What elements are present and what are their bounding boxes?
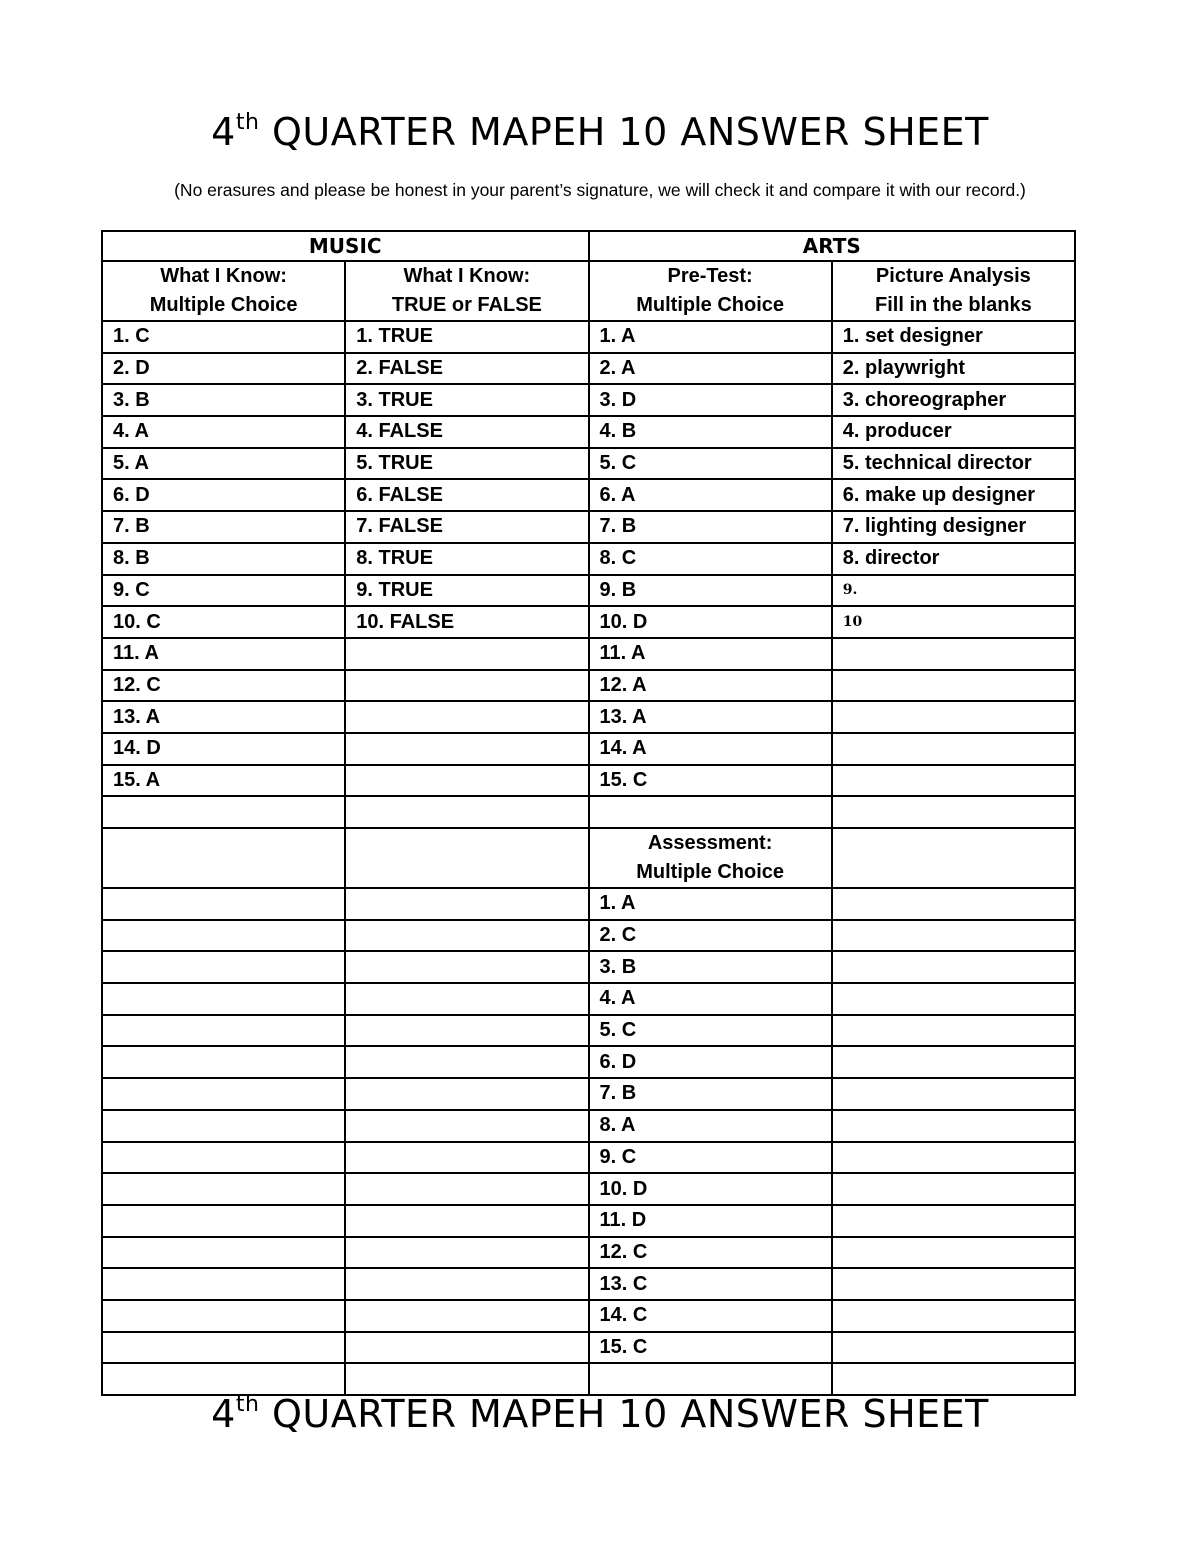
music-mc-answer: 14. D — [102, 733, 345, 765]
empty-cell — [832, 1173, 1075, 1205]
table-row — [102, 670, 1075, 702]
arts-picture-answer — [832, 765, 1075, 797]
arts-pretest-answer: 7. B — [589, 511, 832, 543]
music-tf-answer — [345, 796, 588, 828]
music-tf-answer: 7. FALSE — [345, 511, 588, 543]
section-arts: ARTS — [589, 231, 1076, 261]
empty-cell — [345, 1078, 588, 1110]
empty-cell — [345, 1110, 588, 1142]
empty-cell — [102, 1300, 345, 1332]
arts-picture-answer — [832, 638, 1075, 670]
empty-cell — [102, 951, 345, 983]
music-mc-answer: 7. B — [102, 511, 345, 543]
empty-cell — [832, 951, 1075, 983]
table-row — [102, 606, 1075, 638]
empty-cell — [832, 920, 1075, 952]
arts-pretest-answer: 11. A — [589, 638, 832, 670]
arts-pretest-answer: 15. C — [589, 765, 832, 797]
table-row — [102, 1300, 1075, 1332]
header-what-i-know-tf: What I Know: TRUE or FALSE — [345, 261, 588, 321]
empty-cell — [345, 1268, 588, 1300]
table-row — [102, 888, 1075, 920]
empty-cell — [832, 1237, 1075, 1269]
section-header-row — [102, 231, 1075, 261]
table-row — [102, 353, 1075, 385]
empty-cell — [102, 888, 345, 920]
table-row — [102, 733, 1075, 765]
page-title: 4th QUARTER MAPEH 10 ANSWER SHEET — [211, 110, 989, 154]
table-row — [102, 543, 1075, 575]
empty-cell — [832, 1205, 1075, 1237]
arts-picture-answer: 1. set designer — [832, 321, 1075, 353]
empty-cell — [832, 1046, 1075, 1078]
header-picture-analysis: Picture Analysis Fill in the blanks — [832, 261, 1075, 321]
empty-cell — [102, 1142, 345, 1174]
table-row — [102, 796, 1075, 828]
music-mc-answer: 12. C — [102, 670, 345, 702]
table-row — [102, 638, 1075, 670]
arts-pretest-answer: 5. C — [589, 448, 832, 480]
assessment-answer: 1. A — [589, 888, 832, 920]
answer-table — [101, 230, 1076, 1396]
assessment-answer: 15. C — [589, 1332, 832, 1364]
empty-cell — [102, 1110, 345, 1142]
arts-picture-answer: 6. make up designer — [832, 479, 1075, 511]
music-tf-answer: 9. TRUE — [345, 575, 588, 607]
assessment-answer: 12. C — [589, 1237, 832, 1269]
music-tf-answer: 10. FALSE — [345, 606, 588, 638]
table-row — [102, 448, 1075, 480]
arts-picture-answer — [832, 670, 1075, 702]
table-row — [102, 765, 1075, 797]
empty-cell — [345, 983, 588, 1015]
arts-pretest-answer: 1. A — [589, 321, 832, 353]
music-mc-answer: 10. C — [102, 606, 345, 638]
arts-pretest-answer: 2. A — [589, 353, 832, 385]
music-mc-answer: 8. B — [102, 543, 345, 575]
arts-pretest-answer: 14. A — [589, 733, 832, 765]
arts-pretest-answer — [589, 796, 832, 828]
table-row — [102, 479, 1075, 511]
instructions-note: (No erasures and please be honest in your parent’s signature, we will check it and compare it with our record.) — [174, 180, 1026, 200]
empty-cell — [345, 1015, 588, 1047]
empty-cell — [832, 828, 1075, 888]
music-mc-answer: 2. D — [102, 353, 345, 385]
table-row — [102, 1173, 1075, 1205]
empty-cell — [832, 1142, 1075, 1174]
music-mc-answer: 5. A — [102, 448, 345, 480]
music-tf-answer — [345, 765, 588, 797]
assessment-answer: 8. A — [589, 1110, 832, 1142]
table-row — [102, 1015, 1075, 1047]
music-tf-answer: 3. TRUE — [345, 384, 588, 416]
table-row — [102, 384, 1075, 416]
empty-cell — [345, 1332, 588, 1364]
empty-cell — [832, 1363, 1075, 1395]
arts-picture-answer — [832, 796, 1075, 828]
empty-cell — [102, 983, 345, 1015]
empty-cell — [102, 1205, 345, 1237]
music-tf-answer — [345, 733, 588, 765]
assessment-answer: 10. D — [589, 1173, 832, 1205]
empty-cell — [832, 1015, 1075, 1047]
table-row — [102, 1110, 1075, 1142]
arts-pretest-answer: 3. D — [589, 384, 832, 416]
empty-cell — [832, 888, 1075, 920]
music-tf-answer: 4. FALSE — [345, 416, 588, 448]
empty-cell — [102, 1173, 345, 1205]
empty-cell — [102, 1237, 345, 1269]
empty-cell — [102, 920, 345, 952]
arts-pretest-answer: 9. B — [589, 575, 832, 607]
music-tf-answer — [345, 670, 588, 702]
table-row — [102, 701, 1075, 733]
empty-cell — [345, 1300, 588, 1332]
music-mc-answer: 9. C — [102, 575, 345, 607]
table-row — [102, 1078, 1075, 1110]
music-tf-answer — [345, 638, 588, 670]
column-header-row — [102, 261, 1075, 321]
empty-cell — [832, 1110, 1075, 1142]
music-mc-answer: 3. B — [102, 384, 345, 416]
music-tf-answer: 6. FALSE — [345, 479, 588, 511]
assessment-answer: 2. C — [589, 920, 832, 952]
empty-cell — [102, 1015, 345, 1047]
arts-pretest-answer: 13. A — [589, 701, 832, 733]
arts-picture-answer: 2. playwright — [832, 353, 1075, 385]
music-tf-answer: 2. FALSE — [345, 353, 588, 385]
music-mc-answer: 15. A — [102, 765, 345, 797]
empty-cell — [832, 983, 1075, 1015]
table-row — [102, 321, 1075, 353]
empty-cell — [345, 1046, 588, 1078]
assessment-answer: 7. B — [589, 1078, 832, 1110]
assessment-answer: 6. D — [589, 1046, 832, 1078]
assessment-answer: 9. C — [589, 1142, 832, 1174]
empty-cell — [345, 1142, 588, 1174]
table-row — [102, 951, 1075, 983]
empty-cell — [102, 1078, 345, 1110]
table-row — [102, 1205, 1075, 1237]
table-row — [102, 416, 1075, 448]
music-mc-answer: 6. D — [102, 479, 345, 511]
page-title-repeat: 4th QUARTER MAPEH 10 ANSWER SHEET — [211, 1392, 989, 1436]
arts-pretest-answer: 8. C — [589, 543, 832, 575]
music-tf-answer: 1. TRUE — [345, 321, 588, 353]
table-row — [102, 983, 1075, 1015]
assessment-answer: 13. C — [589, 1268, 832, 1300]
empty-cell — [832, 1300, 1075, 1332]
arts-pretest-answer: 12. A — [589, 670, 832, 702]
arts-picture-answer — [832, 701, 1075, 733]
table-row — [102, 1332, 1075, 1364]
arts-pretest-answer: 6. A — [589, 479, 832, 511]
header-what-i-know-mc: What I Know: Multiple Choice — [102, 261, 345, 321]
empty-cell — [345, 1237, 588, 1269]
arts-picture-answer: 3. choreographer — [832, 384, 1075, 416]
empty-cell — [832, 1332, 1075, 1364]
arts-pretest-answer: 4. B — [589, 416, 832, 448]
music-tf-answer — [345, 701, 588, 733]
empty-cell — [832, 1268, 1075, 1300]
empty-cell — [102, 1268, 345, 1300]
table-row — [102, 920, 1075, 952]
header-assessment: Assessment: Multiple Choice — [589, 828, 832, 888]
music-mc-answer — [102, 796, 345, 828]
empty-cell — [345, 951, 588, 983]
empty-cell — [345, 1173, 588, 1205]
table-row — [102, 1237, 1075, 1269]
music-mc-answer: 11. A — [102, 638, 345, 670]
empty-cell — [345, 1205, 588, 1237]
arts-picture-answer: 8. director — [832, 543, 1075, 575]
arts-picture-answer: 9. — [832, 575, 1075, 607]
table-row — [102, 1268, 1075, 1300]
arts-picture-answer: 5. technical director — [832, 448, 1075, 480]
header-pre-test: Pre-Test: Multiple Choice — [589, 261, 832, 321]
assessment-answer: 5. C — [589, 1015, 832, 1047]
arts-picture-answer — [832, 733, 1075, 765]
empty-cell — [345, 920, 588, 952]
music-tf-answer: 5. TRUE — [345, 448, 588, 480]
assessment-answer: 11. D — [589, 1205, 832, 1237]
empty-cell — [345, 1363, 588, 1395]
empty-cell — [102, 1046, 345, 1078]
table-row — [102, 575, 1075, 607]
table-row — [102, 1046, 1075, 1078]
music-mc-answer: 13. A — [102, 701, 345, 733]
empty-cell — [832, 1078, 1075, 1110]
empty-cell — [102, 1363, 345, 1395]
assessment-header-row — [102, 828, 1075, 888]
empty-cell — [345, 888, 588, 920]
arts-pretest-answer: 10. D — [589, 606, 832, 638]
music-mc-answer: 1. C — [102, 321, 345, 353]
empty-cell — [345, 828, 588, 888]
empty-cell — [102, 1332, 345, 1364]
assessment-answer — [589, 1363, 832, 1395]
section-music: MUSIC — [102, 231, 589, 261]
assessment-answer: 14. C — [589, 1300, 832, 1332]
empty-cell — [102, 828, 345, 888]
music-mc-answer: 4. A — [102, 416, 345, 448]
arts-picture-answer: 10 — [832, 606, 1075, 638]
table-row — [102, 1363, 1075, 1395]
table-row — [102, 1142, 1075, 1174]
arts-picture-answer: 7. lighting designer — [832, 511, 1075, 543]
assessment-answer: 3. B — [589, 951, 832, 983]
assessment-answer: 4. A — [589, 983, 832, 1015]
arts-picture-answer: 4. producer — [832, 416, 1075, 448]
music-tf-answer: 8. TRUE — [345, 543, 588, 575]
table-row — [102, 511, 1075, 543]
